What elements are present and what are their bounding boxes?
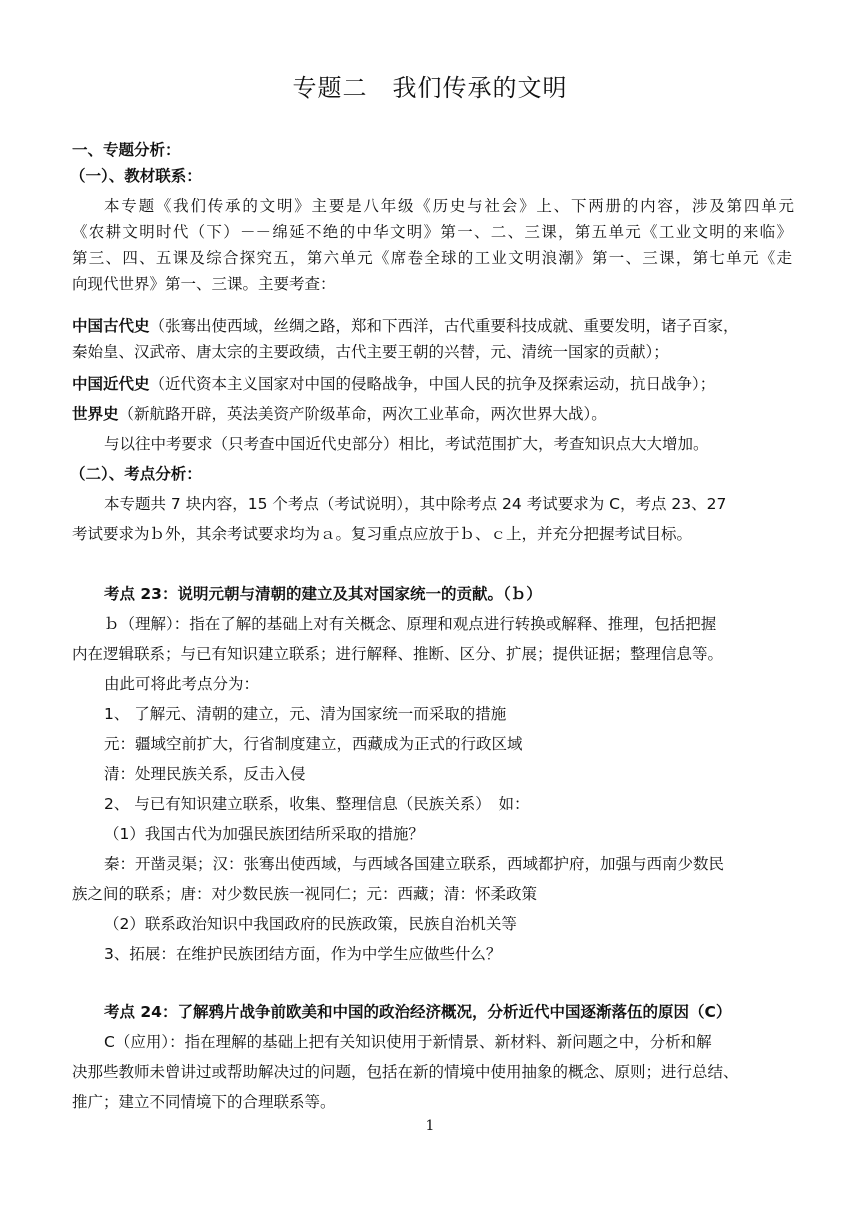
paragraph-line: 元：疆域空前扩大，行省制度建立，西藏成为正式的行政区域 (104, 735, 523, 753)
world-history-text: （新航路开辟，英法美资产阶级革命，两次工业革命，两次世界大战）。 (118, 405, 607, 423)
ancient-history-line (72, 316, 792, 336)
world-history-line (72, 404, 792, 424)
exam-point-24-title: 考点 24：了解鸦片战争前欧美和中国的政治经济概况，分析近代中国逐渐落伍的原因（C） (104, 1003, 732, 1021)
paragraph-line: C（应用）：指在理解的基础上把有关知识使用于新情景、新材料、新问题之中，分析和解 (104, 1033, 712, 1051)
comparison-text: 与以往中考要求（只考查中国近代史部分）相比，考试范围扩大， (104, 435, 554, 453)
paragraph-line: 本专题共 7 块内容，15 个考点（考试说明），其中除考点 24 考试要求为 C，考点 23、27 (104, 495, 727, 513)
comparison-emphasis: 考查知识点大大增加。 (553, 435, 709, 453)
paragraph-line: 考试要求为ｂ外，其余考试要求均为ａ。复习重点应放于ｂ、ｃ上，并充分把握考试目标。 (72, 525, 693, 543)
paragraph-line: 族之间的联系；唐：对少数民族一视同仁；元：西藏；清：怀柔政策 (72, 885, 538, 903)
paragraph-line: 由此可将此考点分为： (104, 675, 260, 693)
subheading-exam-points: （二）、考点分析： (70, 465, 202, 483)
paragraph-line: 秦：开凿灵渠；汉：张骞出使西域，与西域各国建立联系，西域都护府，加强与西南少数民 (104, 855, 725, 873)
paragraph-line: 清：处理民族关系，反击入侵 (104, 765, 306, 783)
paragraph-line: 2、 与已有知识建立联系，收集、整理信息（民族关系） 如： (104, 795, 530, 813)
paragraph-line: （1）我国古代为加强民族团结所采取的措施？ (104, 825, 424, 843)
page-title: 专题二 我们传承的文明 (292, 74, 568, 102)
subheading-textbook-link: （一）、教材联系： (70, 167, 202, 185)
paragraph-line: 内在逻辑联系；与已有知识建立联系；进行解释、推断、区分、扩展；提供证据；整理信息等。 (72, 645, 724, 663)
ancient-history-text: （张骞出使西域，丝绸之路，郑和下西洋，古代重要科技成就、重要发明，诸子百家， (149, 317, 739, 335)
paragraph-line: ｂ（理解）：指在了解的基础上对有关概念、原理和观点进行转换或解释、推理，包括把握 (104, 615, 717, 633)
comparison-line (104, 434, 794, 454)
modern-history-label: 中国近代史 (72, 375, 150, 393)
world-history-label: 世界史 (72, 405, 119, 423)
ancient-history-label: 中国古代史 (72, 317, 150, 335)
paragraph-line: 决那些教师未曾讲过或帮助解决过的问题，包括在新的情境中使用抽象的概念、原则；进行总结、 (72, 1063, 739, 1081)
modern-history-line (72, 374, 792, 394)
paragraph-line: 秦始皇、汉武帝、唐太宗的主要政绩，古代主要王朝的兴替，元、清统一国家的贡献）； (72, 343, 669, 361)
paragraph-line: 3、拓展：在维护民族团结方面，作为中学生应做些什么？ (104, 945, 502, 963)
paragraph-line: 本专题《我们传承的文明》主要是八年级《历史与社会》上、下两册的内容，涉及第四单元 (104, 197, 794, 215)
paragraph-line: 第三、四、五课及综合探究五，第六单元《席卷全球的工业文明浪潮》第一、三课，第七单元《走 (72, 249, 792, 267)
paragraph-line: 1、 了解元、清朝的建立，元、清为国家统一而采取的措施 (104, 705, 507, 723)
paragraph-line: 《农耕文明时代（下）－－绵延不绝的中华文明》第一、二、三课，第五单元《工业文明的来临》 (72, 223, 792, 241)
section-heading-1: 一、专题分析： (72, 141, 181, 159)
paragraph-line: （2）联系政治知识中我国政府的民族政策，民族自治机关等 (104, 915, 517, 933)
paragraph-line: 向现代世界》第一、三课。主要考查： (72, 275, 336, 293)
paragraph-line: 推广；建立不同情境下的合理联系等。 (72, 1093, 336, 1111)
page-number: 1 (425, 1118, 435, 1134)
modern-history-text: （近代资本主义国家对中国的侵略战争，中国人民的抗争及探索运动，抗日战争）； (149, 375, 716, 393)
exam-point-23-title: 考点 23：说明元朝与清朝的建立及其对国家统一的贡献。（ｂ） (104, 585, 542, 603)
